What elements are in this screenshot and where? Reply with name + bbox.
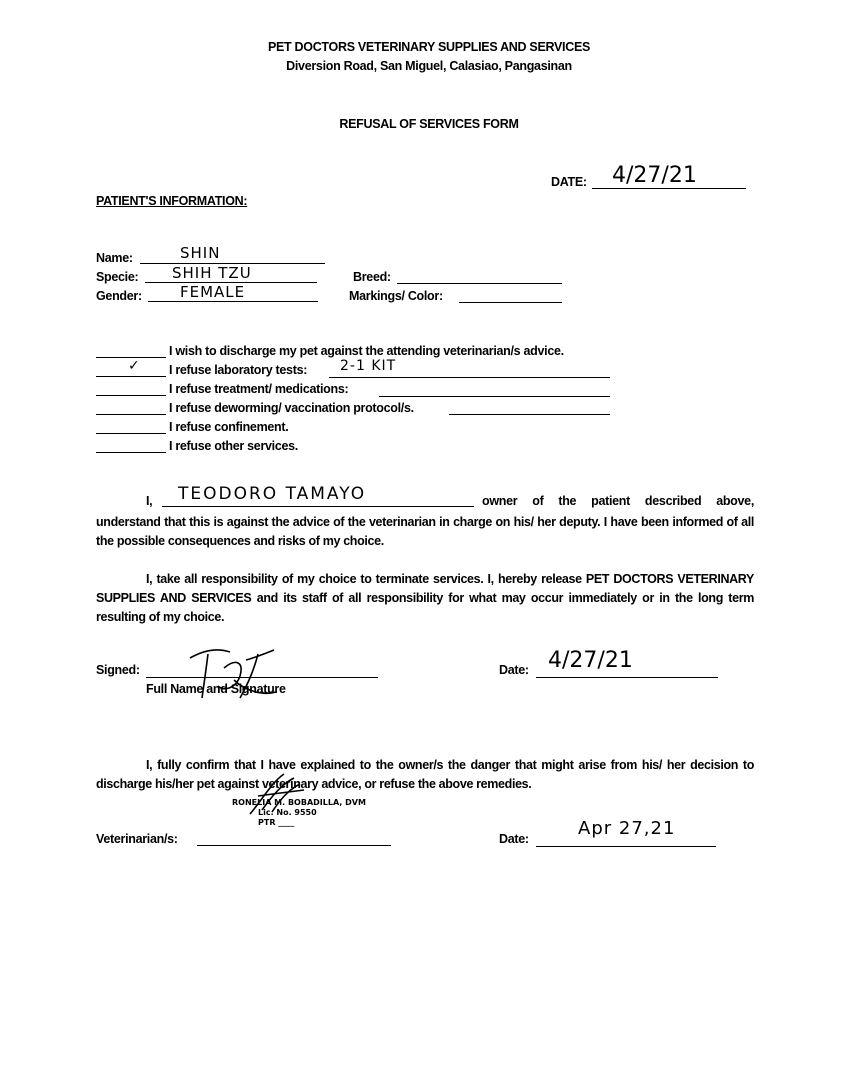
date-line bbox=[592, 188, 746, 189]
gender-value: FEMALE bbox=[180, 283, 246, 301]
owner-statement-rest: understand that this is against the advice of the veterinarian in charge on his/ her deputy. I have been informed of all the possible consequences and risks of my choice. bbox=[96, 515, 754, 548]
checklist-item-text: I refuse other services. bbox=[169, 439, 298, 453]
detail-line bbox=[449, 414, 610, 415]
specie-label: Specie: bbox=[96, 270, 139, 284]
signed-label: Signed: bbox=[96, 663, 140, 677]
markings-line bbox=[459, 302, 562, 303]
date-value: 4/27/21 bbox=[612, 163, 697, 188]
signed-date-value: 4/27/21 bbox=[548, 648, 633, 673]
vet-date-line bbox=[536, 846, 716, 847]
checklist-item-text: I refuse confinement. bbox=[169, 420, 289, 434]
date-label: DATE: bbox=[551, 175, 587, 189]
vet-date-label: Date: bbox=[499, 832, 529, 846]
markings-label: Markings/ Color: bbox=[349, 289, 443, 303]
gender-label: Gender: bbox=[96, 289, 142, 303]
form-title: REFUSAL OF SERVICES FORM bbox=[339, 117, 519, 131]
checklist-item-text: I refuse deworming/ vaccination protocol/s. bbox=[169, 401, 414, 415]
detail-line bbox=[329, 377, 610, 378]
checkmark-icon: ✓ bbox=[128, 358, 141, 374]
gender-line bbox=[148, 301, 318, 302]
vet-stamp-ptr: PTR ____ bbox=[258, 818, 295, 827]
check-line[interactable] bbox=[96, 414, 166, 415]
checklist-item-text: I wish to discharge my pet against the attending veterinarian/s advice. bbox=[169, 344, 564, 358]
breed-line bbox=[397, 283, 562, 284]
specie-value: SHIH TZU bbox=[172, 264, 252, 282]
name-value: SHIN bbox=[180, 244, 221, 262]
owner-signature bbox=[184, 640, 284, 710]
check-line[interactable] bbox=[96, 452, 166, 453]
patient-section-title: PATIENT'S INFORMATION: bbox=[96, 194, 248, 208]
check-line[interactable] bbox=[96, 395, 166, 396]
owner-name-value: TEODORO TAMAYO bbox=[178, 484, 367, 504]
name-label: Name: bbox=[96, 251, 133, 265]
release-paragraph: I, take all responsibility of my choice to terminate services. I, hereby release PET DOCTORS VETERINARY SUPPLIES AND SERVICES and its staff of all responsibility for what may occur immediately or in the long term resulting of my choice. bbox=[96, 572, 754, 624]
owner-name-line bbox=[162, 506, 474, 507]
vet-confirmation: I, fully confirm that I have explained to the owner/s the danger that might arise from his/ her decision to discharge his/her pet against veterinary advice, or refuse the above remedies. bbox=[96, 758, 754, 791]
signed-date-label: Date: bbox=[499, 663, 529, 677]
signature-caption: Full Name and Signature bbox=[146, 682, 286, 696]
company-name: PET DOCTORS VETERINARY SUPPLIES AND SERVICES bbox=[267, 40, 591, 54]
owner-i-label: I, bbox=[146, 494, 153, 508]
breed-label: Breed: bbox=[353, 270, 391, 284]
check-line[interactable] bbox=[96, 376, 166, 377]
vet-stamp-name: RONELIA M. BOBADILLA, DVM bbox=[232, 798, 366, 807]
vet-stamp-license: Lic. No. 9550 bbox=[258, 808, 317, 817]
detail-line bbox=[379, 396, 610, 397]
company-address: Diversion Road, San Miguel, Calasiao, Pangasinan bbox=[286, 59, 572, 73]
vet-date-value: Apr 27,21 bbox=[578, 818, 676, 839]
vet-line bbox=[197, 845, 391, 846]
check-line[interactable] bbox=[96, 433, 166, 434]
owner-statement-start: owner of the patient described above, bbox=[482, 494, 754, 508]
signed-date-line bbox=[536, 677, 718, 678]
checklist-item-text: I refuse treatment/ medications: bbox=[169, 382, 349, 396]
checklist-item-text: I refuse laboratory tests: bbox=[169, 363, 308, 377]
lab-test-detail: 2-1 KIT bbox=[340, 358, 397, 374]
vet-label: Veterinarian/s: bbox=[96, 832, 178, 846]
